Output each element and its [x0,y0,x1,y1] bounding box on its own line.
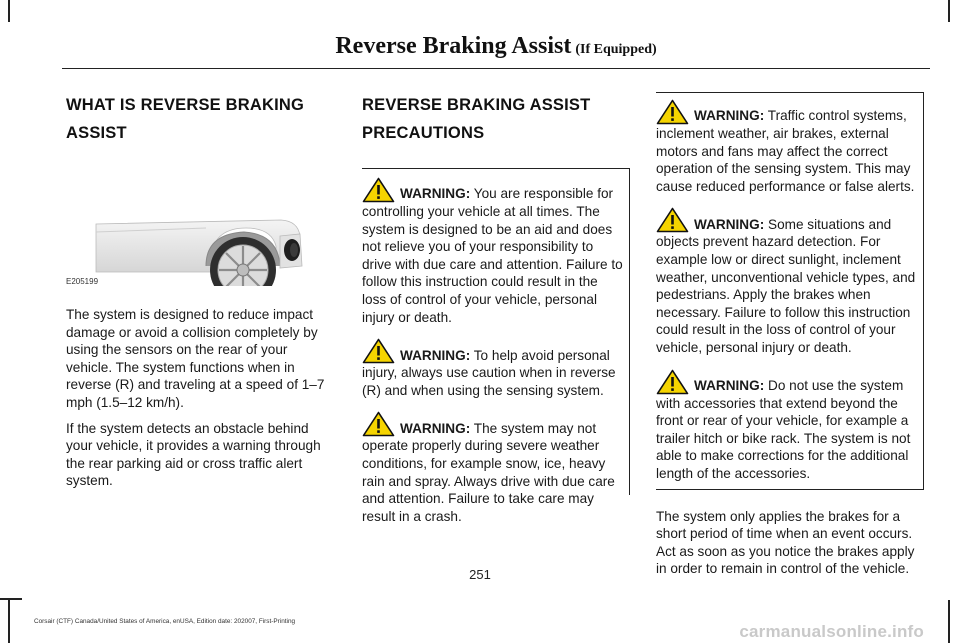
warning-text: injury, always use caution when in reverse (R) and when using the sensing system. [362,365,616,398]
crop-mark [8,600,10,643]
intro-paragraph: The system is designed to reduce impact damage or avoid a collision completely by using the sensors on the rear of your vehicle. The system functions when in reverse (R) and traveling at a speed of 1–7 mph (1.5–12 km/h). [66,307,325,410]
heading-line: PRECAUTIONS [362,124,485,142]
warning-block [362,338,625,399]
crop-mark [948,0,950,22]
watermark: carmanualsonline.info [739,622,924,641]
warning-lead-text: To help avoid personal [473,347,610,363]
section-heading-what-is [66,92,334,146]
warning-lead-text: You are responsible for [473,186,614,202]
rear-wheel-drawing [66,166,334,292]
heading-line: REVERSE BRAKING ASSIST [362,96,591,114]
crop-mark [8,0,10,22]
page-subtitle: (If Equipped) [575,42,657,57]
heading-line: ASSIST [66,124,127,142]
left-column [66,92,334,490]
page-title: Reverse Braking Assist [335,33,572,59]
warning-block [656,99,919,195]
warning-label: WARNING: [694,108,765,124]
edition-footer: Corsair (CTF) Canada/United States of America, enUSA, Edition date: 202007, First-Printing [34,618,296,625]
warning-triangle-icon [656,207,689,233]
crop-mark [0,598,22,600]
warning-block [362,177,625,326]
detection-paragraph: If the system detects an obstacle behind your vehicle, it provides a warning through the rear parking aid or cross traffic alert system. [66,420,321,489]
warning-triangle-icon [362,338,395,364]
middle-column [362,92,630,524]
warning-text: objects prevent hazard detection. For example low or direct sunlight, inclement weather, unconventional vehicle types, and pedestrians. Apply the brakes when necessary. Failure to follow this instruction could result in the loss of control of your vehicle, personal injury or death. [656,234,916,355]
brake-duration-paragraph: The system only applies the brakes for a short period of time when an event occurs. Act as soon as you notice the brakes apply in order to remain in control of the vehicle. [656,508,915,577]
vehicle-rear-illustration [66,166,334,292]
warning-lead-text: The system may not [473,420,597,436]
page-header [62,28,930,69]
page-number: 251 [469,567,491,582]
figure-code: E205199 [66,277,99,286]
section-heading-precautions [362,92,630,146]
crop-mark [948,600,950,643]
warning-box [656,92,924,490]
warning-label: WARNING: [694,377,765,393]
warning-text: inclement weather, air brakes, external motors and fans may affect the correct operation of the sensing system. This may cause reduced performance or false alerts. [656,126,915,194]
warning-triangle-icon [362,177,395,203]
heading-line: WHAT IS REVERSE BRAKING [66,96,305,114]
warning-label: WARNING: [694,216,765,232]
warning-label: WARNING: [400,420,471,436]
warning-text: operate properly during severe weather conditions, for example snow, ice, heavy rain and spray. Always drive with due care and attention. Failure to take care may result in a crash. [362,438,615,524]
warning-lead-text: Traffic control systems, [767,108,907,124]
warning-label: WARNING: [400,186,471,202]
warning-triangle-icon [656,99,689,125]
warning-triangle-icon [362,411,395,437]
warning-text: with accessories that extend beyond the front or rear of your vehicle, for example a trailer hitch or bike rack. The system is not able to make corrections for the additional length of the accessories. [656,395,911,481]
warning-box [362,168,630,524]
warning-block [656,207,919,356]
warning-text: controlling your vehicle at all times. The system is designed to be an aid and does not relieve you of your responsibility to drive with due care and attention. Failure to follow this instruction could result in the loss of control of your vehicle, personal injury or death. [362,204,623,325]
warning-lead-text: Some situations and [768,216,892,232]
warning-label: WARNING: [400,347,471,363]
right-column [656,92,924,578]
warning-block [656,369,919,483]
warning-block [362,411,625,525]
warning-triangle-icon [656,369,689,395]
warning-lead-text: Do not use the system [768,377,904,393]
